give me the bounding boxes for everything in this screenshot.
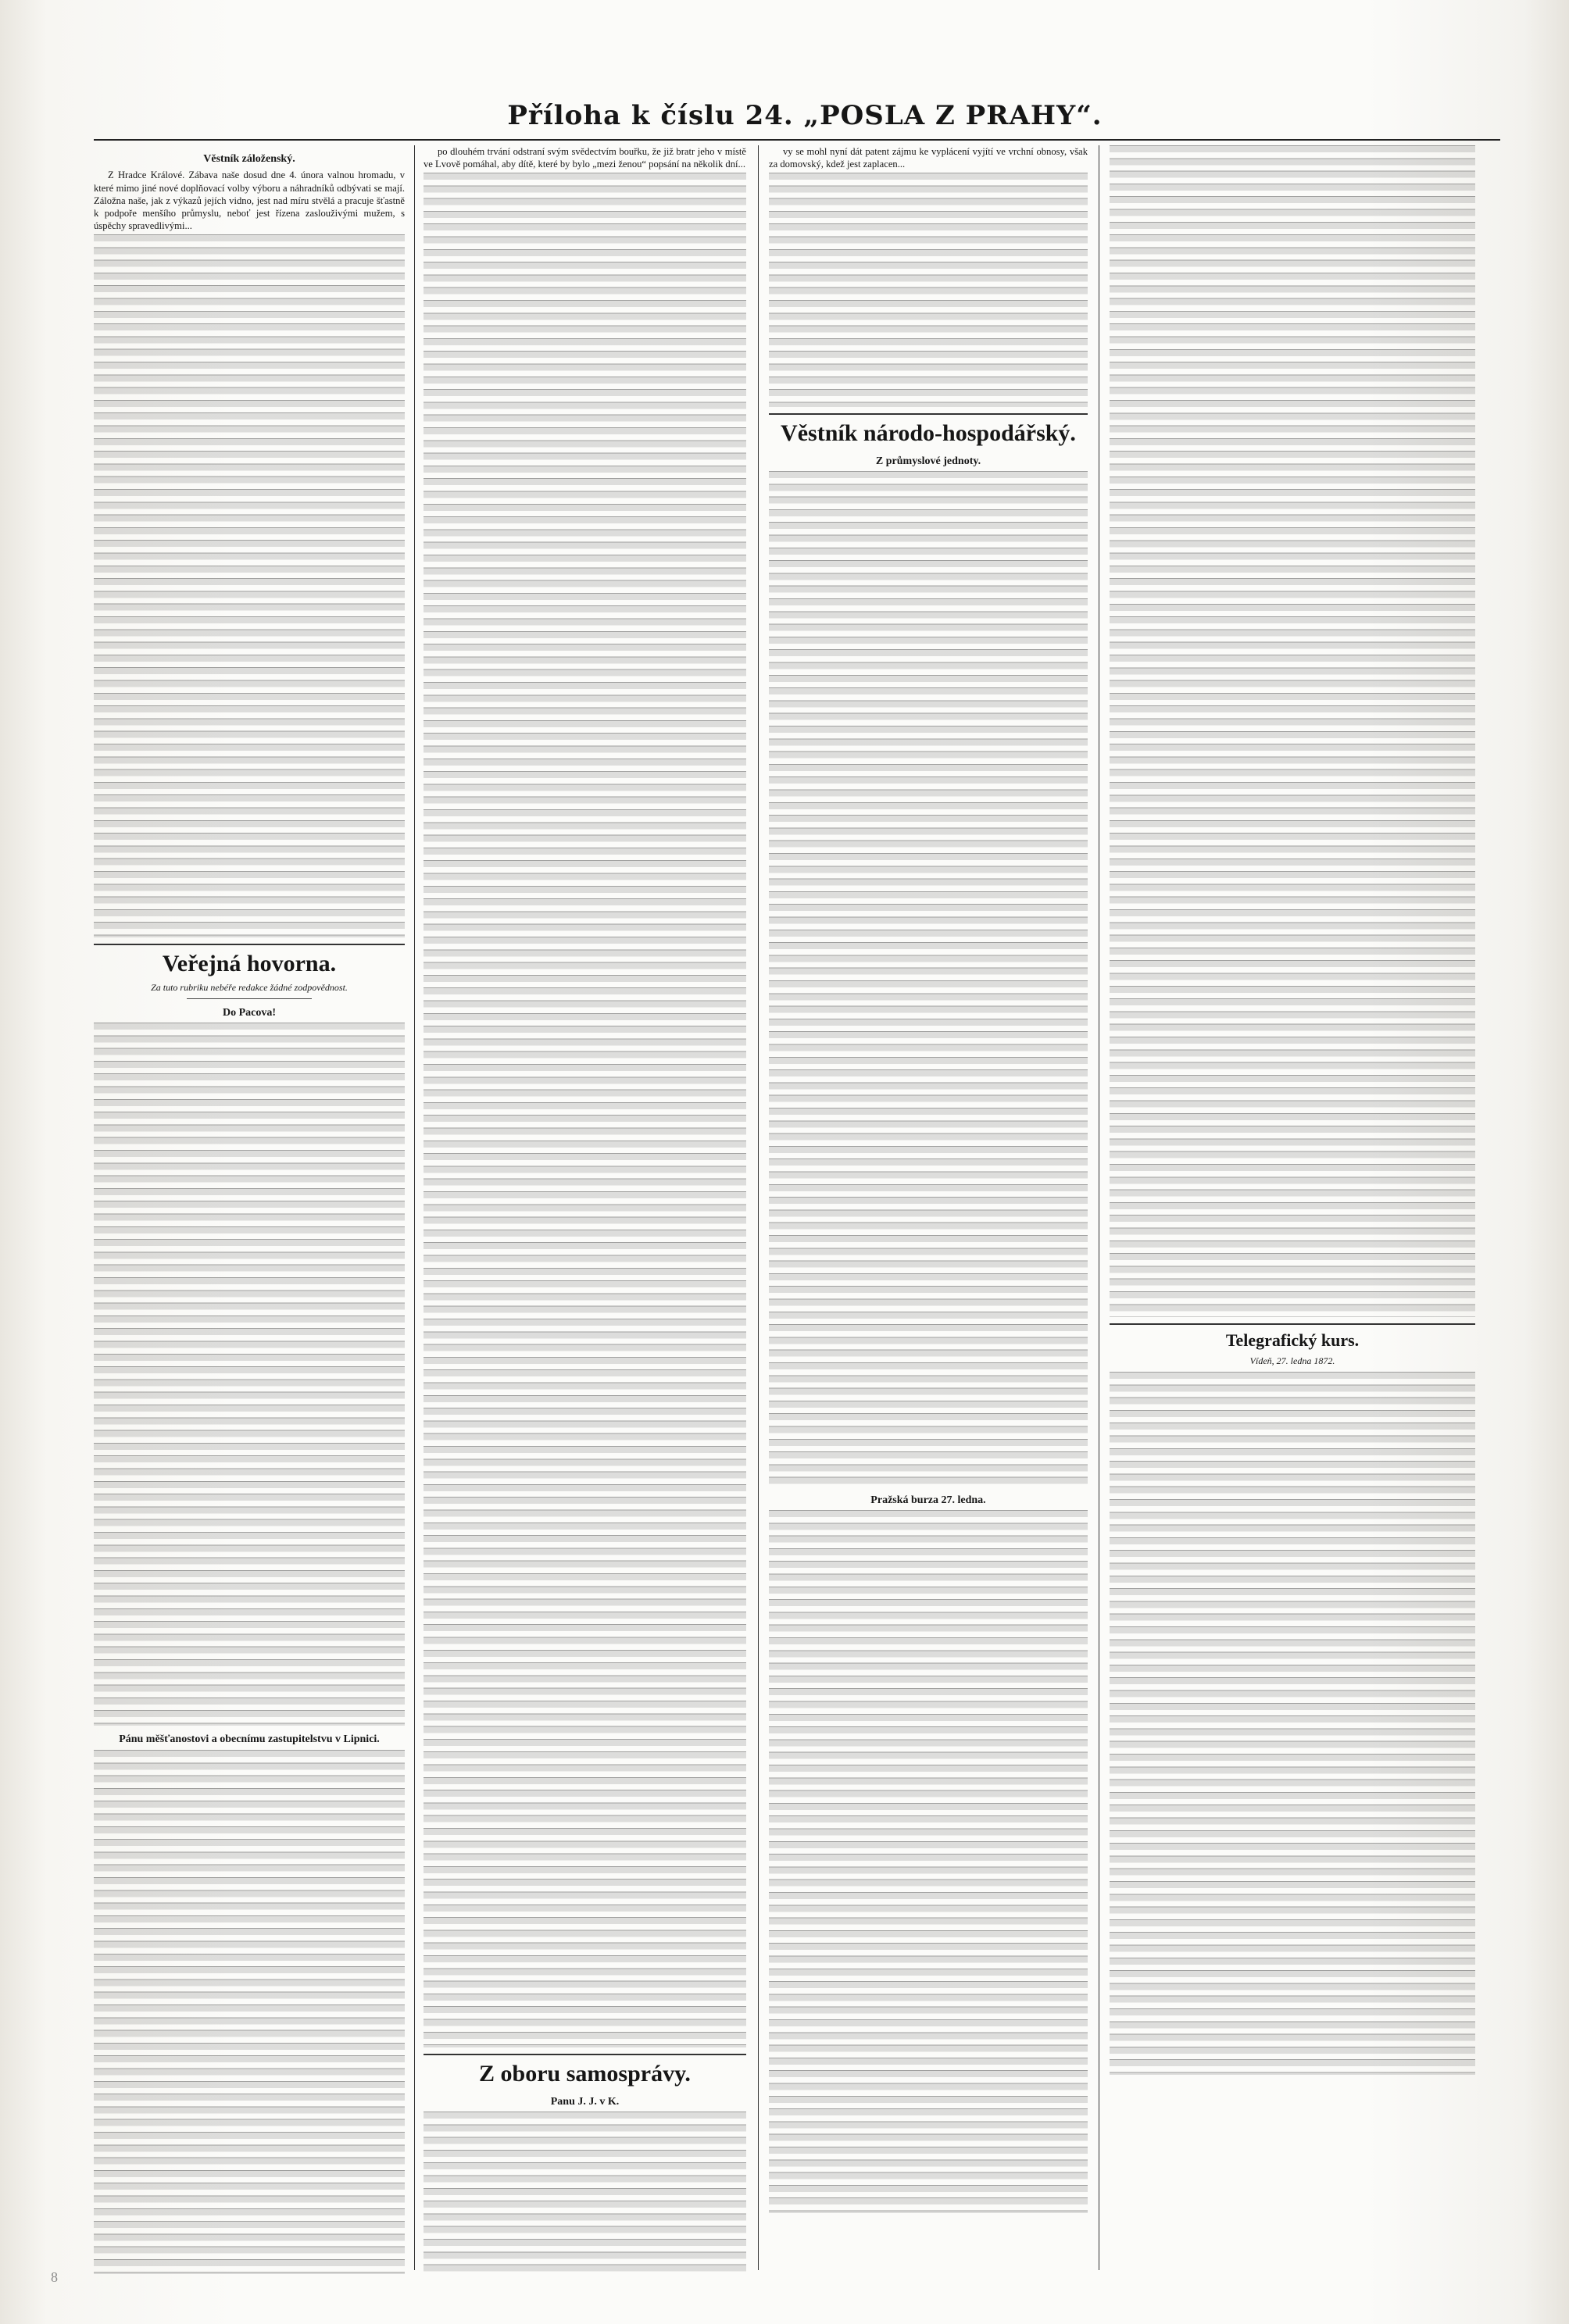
article-title: Pánu měšťanostovi a obecnímu zastupitelstvu v Lipnici. [119,1733,380,1746]
article-title: Pražská burza 27. ledna. [870,1494,986,1506]
text-block [1110,145,1475,1317]
text-block [424,173,746,2047]
masthead-title: Příloha k číslu 24. „POSLA Z PRAHY“. [507,100,1103,131]
column-divider [414,145,415,2270]
text-block [769,471,1088,1487]
opening-text: po dlouhém trvání odstraní svým svědectvím bouřku, že již bratr jeho v místě ve Lvově pomáhal, aby dítě, které by bylo „mezi ženou“ popsání na několik dní... [424,146,746,170]
column-4 [1110,145,1475,2274]
text-block [94,1750,405,2274]
text-block [1110,1372,1475,2075]
section-title-samosprava: Z oboru samosprávy. [424,2054,746,2088]
column-1 [94,145,405,2274]
text-block [769,173,1088,407]
article-title: Panu J. J. v K. [550,2095,620,2108]
lead-heading: Věstník záloženský. [203,153,295,165]
article-title: Do Pacova! [222,1007,277,1019]
opening-text: vy se mohl nyní dát patent zájmu ke vyplácení vyjítí ve vrchní obnosy, však za domovský, kdež jest zaplacen... [769,146,1088,170]
section-date: Vídeň, 27. ledna 1872. [1249,1355,1335,1366]
section-note: Za tuto rubriku nebéře redakce žádné zodpovědnost. [151,981,348,993]
column-2 [424,145,746,2274]
article-title: Z průmyslové jednoty. [875,455,981,467]
section-title-telegraf: Telegrafický kurs. [1110,1323,1475,1351]
page-edge-mark: 8 [51,2269,58,2285]
section-title-hovorna: Veřejná hovorna. [94,944,405,978]
column-3 [769,145,1088,2274]
text-block [424,2112,746,2274]
lead-text: Z Hradce Králové. Zábava naše dosud dne 4. února valnou hromadu, v které mimo jiné nové doplňovací volby výboru a náhradníků odbývati se mají. Záložna naše, jak z výkazů jejích vidno, jest nad míru stvělá a pracuje šťastně k podpoře menšího průmyslu, neboť jest řízena zaslouživými mužem, s úspěchy spravedlivými... [94,170,405,232]
text-block [769,1510,1088,2213]
section-title-vestnik: Věstník národo-hospodářský. [769,413,1088,448]
text-block [94,1023,405,1726]
column-divider [758,145,759,2270]
masthead-rule [94,139,1500,141]
text-block [94,234,405,937]
divider [187,998,311,999]
